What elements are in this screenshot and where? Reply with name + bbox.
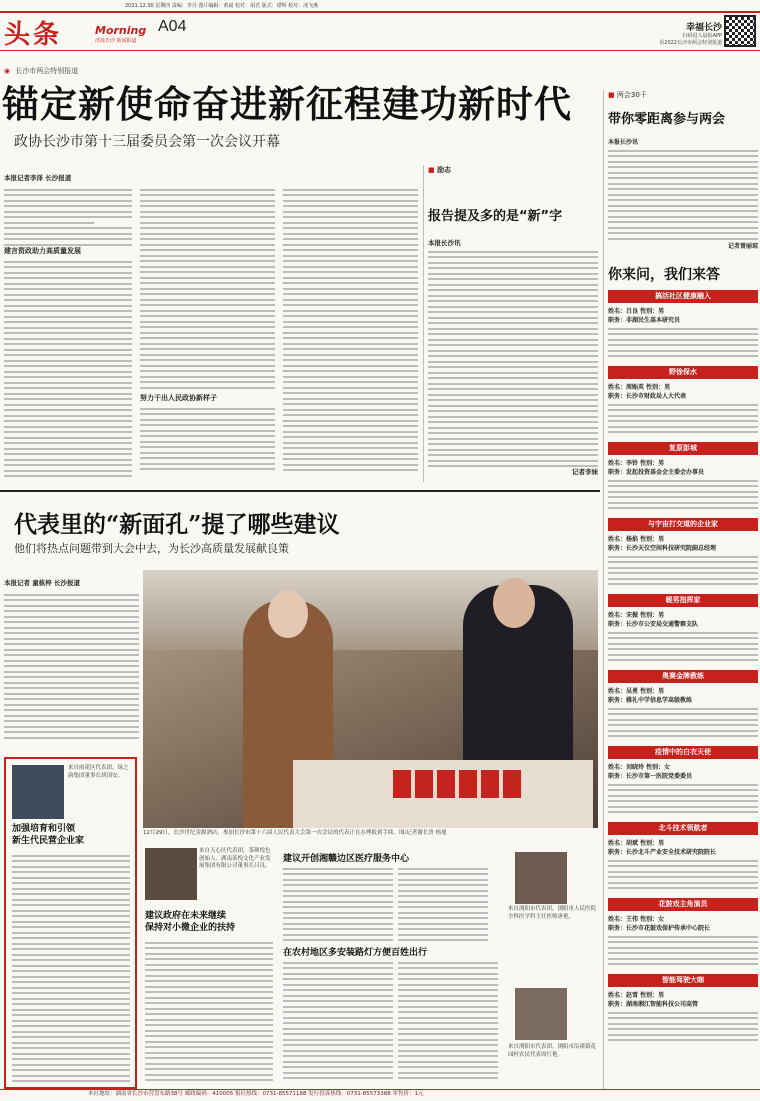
delegate-body-2: [145, 938, 273, 1088]
delegate-title-1: 加强培育和引领 新生代民营企业家: [12, 824, 85, 846]
topic-body: [608, 628, 758, 666]
footer-text: 本社地址：湖南省长沙市营盘东路38号 邮政编码：410005 报社热线：0731-85571188 发行投诉热线：0731-85573388 零售价：1元: [88, 1091, 424, 1097]
topic-name: 姓名：吕良 性别：男: [608, 308, 665, 315]
lead-column-2a: [140, 185, 275, 390]
topic-item: [608, 974, 758, 1046]
topic-name: 姓名：杨焰 性别：男: [608, 536, 665, 543]
commentary-byline: 本报长沙讯: [428, 239, 461, 247]
topic-item: [608, 290, 758, 362]
topic-item: [608, 366, 758, 438]
topic-band: 暖男指挥家: [608, 594, 758, 607]
masthead-rule: [0, 50, 760, 51]
topic-body: [608, 780, 758, 818]
delegate-caption-3: 来自浏阳市代表团，浏阳市人民医院全科医学科主任医师唐艳。: [508, 906, 597, 920]
topic-body: [608, 1008, 758, 1046]
topic-item: [608, 746, 758, 818]
commentary-signature: 记者李妹: [572, 468, 598, 476]
topic-body: [608, 856, 758, 894]
topic-item: [608, 898, 758, 970]
feature-intro: [4, 590, 139, 750]
lead-column-1a: [4, 185, 132, 245]
topic-job: 职务：长沙北斗产业安全技术研究院院长: [608, 849, 717, 856]
topic-band: 搞活社区健康融入: [608, 290, 758, 303]
topic-band: 北斗技术领航者: [608, 822, 758, 835]
topic-job: 职务：湖南湘江智能科技公司高管: [608, 1001, 699, 1008]
feature-photo[interactable]: [143, 570, 598, 828]
topic-name: 姓名：王伟 性别：女: [608, 916, 665, 923]
lead-subtitle: 政协长沙市第十三届委员会第一次会议开幕: [14, 134, 280, 150]
delegate-photo-4: [515, 988, 567, 1040]
lead-column-1b: [4, 257, 132, 477]
lead-column-3: [283, 185, 418, 478]
topic-item: [608, 670, 758, 742]
sidebar-kicker: ■ 两会30千: [608, 91, 647, 99]
sidebar-intro: [608, 146, 758, 241]
delegate-body-3b: [398, 864, 488, 944]
ask-title: 你来问，我们来答: [608, 267, 720, 283]
feature-headline: 代表里的“新面孔”提了哪些建议: [14, 511, 340, 538]
top-rule: [0, 11, 760, 13]
morning-logo: [95, 19, 146, 45]
topic-body: [608, 476, 758, 514]
topic-body: [608, 704, 758, 742]
topic-list: [608, 290, 758, 1046]
delegate-body-4b: [398, 958, 498, 1088]
logo-text: Morning: [95, 24, 147, 37]
qr-title: 幸福长沙: [685, 23, 722, 33]
sidebar-byline: 本报长沙讯: [608, 139, 639, 146]
topic-job: 职务：发起投资基金会主委会办事员: [608, 469, 705, 476]
sidebar-divider: [603, 90, 604, 1090]
sidebar: [608, 90, 758, 1050]
topic-name: 姓名：周贻英 性别：男: [608, 384, 671, 391]
topic-name: 姓名：胡斌 性别：男: [608, 840, 665, 847]
commentary-box: [428, 165, 598, 482]
feature-rule: [0, 490, 600, 492]
topic-job: 职务：长沙市财政局人大代表: [608, 393, 687, 400]
delegate-title-2: 建议政府在未来继续 保持对小微企业的扶持: [145, 911, 236, 933]
delegate-body-3a: [283, 864, 393, 944]
lead-headline: 锚定新使命奋进新征程建功新时代: [2, 82, 572, 126]
feature-subtitle: 他们将热点问题带到大会中去，为长沙高质量发展献良策: [14, 542, 289, 555]
section-title: 头条: [4, 20, 63, 50]
topic-body: [608, 324, 758, 362]
lead-column-2b: [140, 404, 275, 478]
delegate-caption-1: 来自雨花区代表团，绿之韵集团董事长胡国安。: [68, 765, 129, 779]
person-right-head: [493, 578, 535, 628]
qr-sub1: 扫码进入晨报APP: [682, 33, 722, 39]
topic-job: 职务：雅礼中学信息学高级教练: [608, 697, 693, 704]
topic-job: 职务：长沙天仪空间科技研究院副总经理: [608, 545, 717, 552]
sidebar-kicker-icon: ■: [608, 91, 615, 99]
delegate-body-4a: [283, 958, 393, 1088]
topic-name: 姓名：吴勇 性别：男: [608, 688, 665, 695]
topic-item: [608, 442, 758, 514]
topic-band: 智能驾驶大咖: [608, 974, 758, 987]
topic-band: 花鼓戏主角演员: [608, 898, 758, 911]
kicker-icon: ◉: [4, 67, 11, 75]
topic-job: 职务：非湖民生基本研究员: [608, 317, 681, 324]
topic-band: 野徐保水: [608, 366, 758, 379]
topic-job: 职务：长沙市第一医院党委委员: [608, 773, 693, 780]
topic-band: 疫情中的白衣天使: [608, 746, 758, 759]
delegate-photo-3: [515, 852, 567, 904]
topic-name: 姓名：赵雪 性别：男: [608, 992, 665, 999]
topic-item: [608, 518, 758, 590]
topic-band: 与宇宙打交道的企业家: [608, 518, 758, 531]
delegate-caption-4: 来自浏阳市代表团，浏阳市沿溪镇花园村农民代表周红艳。: [508, 1044, 597, 1058]
delegate-title-4: 在农村地区多安装路灯方便百姓出行: [283, 948, 428, 958]
topic-item: [608, 594, 758, 666]
page-number: A04: [158, 18, 187, 35]
topline: 2021.12.30 星期四 责编：李丹 图片编辑：黄斌 校对：胡君 版式：谭辉 校对：凌飞燕: [125, 3, 319, 9]
qr-sub2: 看2022长沙市两会特别报道: [659, 40, 722, 46]
delegate-body-1: [12, 851, 130, 1083]
commentary-body: [428, 247, 598, 467]
delegate-photo-2: [145, 848, 197, 900]
logo-subtitle: 清晨长沙 新闻报道: [95, 38, 137, 44]
topic-body: [608, 932, 758, 970]
topic-job: 职务：长沙市花鼓戏保护传承中心院长: [608, 925, 711, 932]
photo-caption: 12月29日，长沙世纪金源酒店，参加长沙市第十六届人民代表大会第一次会议的代表正在办理报到手续。图/记者谢长贵 杨旭: [143, 830, 447, 836]
topic-name: 姓名：李铃 性别：男: [608, 460, 665, 467]
topic-item: [608, 822, 758, 894]
topic-body: [608, 552, 758, 590]
tag-icon: ■: [428, 166, 435, 174]
kicker-text: 长沙市两会特别报道: [15, 67, 79, 75]
qr-code-icon[interactable]: [724, 15, 756, 47]
topic-body: [608, 400, 758, 438]
qr-promo: [622, 20, 722, 47]
topic-name: 姓名：刘晓玲 性别：女: [608, 764, 671, 771]
person-left-head: [268, 590, 308, 638]
badges: [393, 770, 523, 798]
topic-band: 奥赛金牌教练: [608, 670, 758, 683]
commentary-title: 报告提及多的是“新”字: [428, 209, 563, 224]
delegate-box-1: [4, 757, 137, 1089]
lead-subhead-1: 建言资政助力高质量发展: [4, 247, 81, 255]
lead-subhead-2: 努力干出人民政协新样子: [140, 394, 217, 402]
sidebar-signature: 记者曾丽琼: [727, 243, 758, 250]
delegate-photo-1: [12, 765, 64, 819]
feature-byline: 本报记者 童栋梓 长沙报道: [4, 579, 81, 587]
delegate-title-3: 建议开创湘赣边区医疗服务中心: [283, 854, 410, 864]
footer-rule: [0, 1089, 760, 1090]
column-divider: [423, 165, 424, 482]
topic-band: 复原彭城: [608, 442, 758, 455]
lead-byline: 本报记者李泽 长沙报道: [4, 174, 72, 182]
delegate-caption-2: 来自天心区代表团，茶颜悦色创始人、湖南茶悦文化产业发展集团有限公司董事长吕良。: [199, 848, 271, 869]
sidebar-title: 带你零距离参与两会: [608, 112, 726, 127]
topic-job: 职务：长沙市公安局交通警察支队: [608, 621, 699, 628]
commentary-tag: ■ 励志: [428, 166, 452, 174]
topic-name: 姓名：宋振 性别：男: [608, 612, 665, 619]
